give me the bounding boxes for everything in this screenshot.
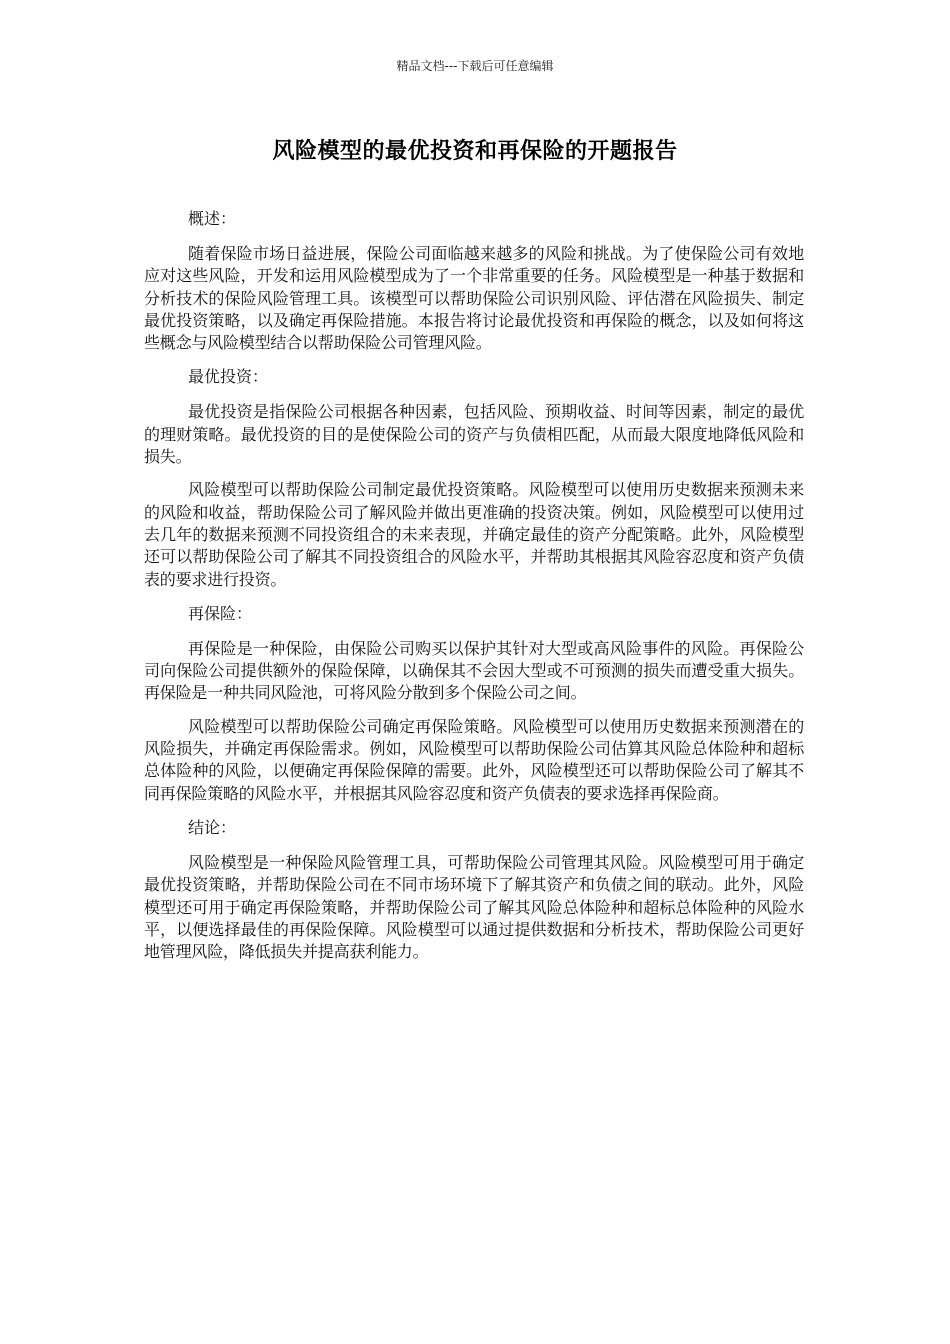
section-optimal-investment	[144, 365, 804, 590]
paragraph: 最优投资是指保险公司根据各种因素，包括风险、预期收益、时间等因素，制定的最优的理财策略。最优投资的目的是使保险公司的资产与负债相匹配，从而最大限度地降低风险和损失。	[144, 402, 804, 467]
header-note: 精品文档---下载后可任意编辑	[396, 59, 554, 73]
paragraph: 再保险是一种保险，由保险公司购买以保护其针对大型或高风险事件的风险。再保险公司向保险公司提供额外的保险保障，以确保其不会因大型或不可预测的损失而遭受重大损失。再保险是一种共同风险池，可将风险分散到多个保险公司之间。	[144, 638, 804, 703]
document-title: 风险模型的最优投资和再保险的开题报告	[272, 139, 678, 164]
section-heading: 结论：	[188, 817, 237, 837]
section-heading: 概述：	[188, 209, 237, 228]
paragraph: 随着保险市场日益进展，保险公司面临越来越多的风险和挑战。为了使保险公司有效地应对这些风险，开发和运用风险模型成为了一个非常重要的任务。风险模型是一种基于数据和分析技术的保险风险管理工具。该模型可以帮助保险公司识别风险、评估潜在风险损失、制定最优投资策略，以及确定再保险措施。本报告将讨论最优投资和再保险的概念，以及如何将这些概念与风险模型结合以帮助保险公司管理风险。	[144, 244, 804, 353]
paragraph: 风险模型是一种保险风险管理工具，可帮助保险公司管理其风险。风险模型可用于确定最优投资策略，并帮助保险公司在不同市场环境下了解其资产和负债之间的联动。此外，风险模型还可用于确定再保险策略，并帮助保险公司了解其风险总体险种和超标总体险种的风险水平，以便选择最佳的再保险保障。风险模型可以通过提供数据和分析技术，帮助保险公司更好地管理风险，降低损失并提高获利能力。	[144, 852, 804, 962]
paragraph: 风险模型可以帮助保险公司制定最优投资策略。风险模型可以使用历史数据来预测未来的风险和收益，帮助保险公司了解风险并做出更准确的投资决策。例如，风险模型可以使用过去几年的数据来预测不同投资组合的未来表现，并确定最佳的资产分配策略。此外，风险模型还可以帮助保险公司了解其不同投资组合的风险水平，并帮助其根据其风险容忍度和资产负债表的要求进行投资。	[144, 480, 804, 589]
section-reinsurance	[144, 602, 804, 805]
document-body	[144, 207, 804, 974]
section-heading: 再保险：	[188, 603, 253, 623]
section-overview	[144, 207, 804, 354]
section-conclusion	[144, 816, 804, 963]
paragraph: 风险模型可以帮助保险公司确定再保险策略。风险模型可以使用历史数据来预测潜在的风险损失，并确定再保险需求。例如，风险模型可以帮助保险公司估算其风险总体险种和超标总体险种的风险，以便确定再保险保障的需要。此外，风险模型还可以帮助保险公司了解其不同再保险策略的风险水平，并根据其风险容忍度和资产负债表的要求选择再保险商。	[144, 716, 804, 803]
section-heading: 最优投资：	[188, 367, 269, 387]
